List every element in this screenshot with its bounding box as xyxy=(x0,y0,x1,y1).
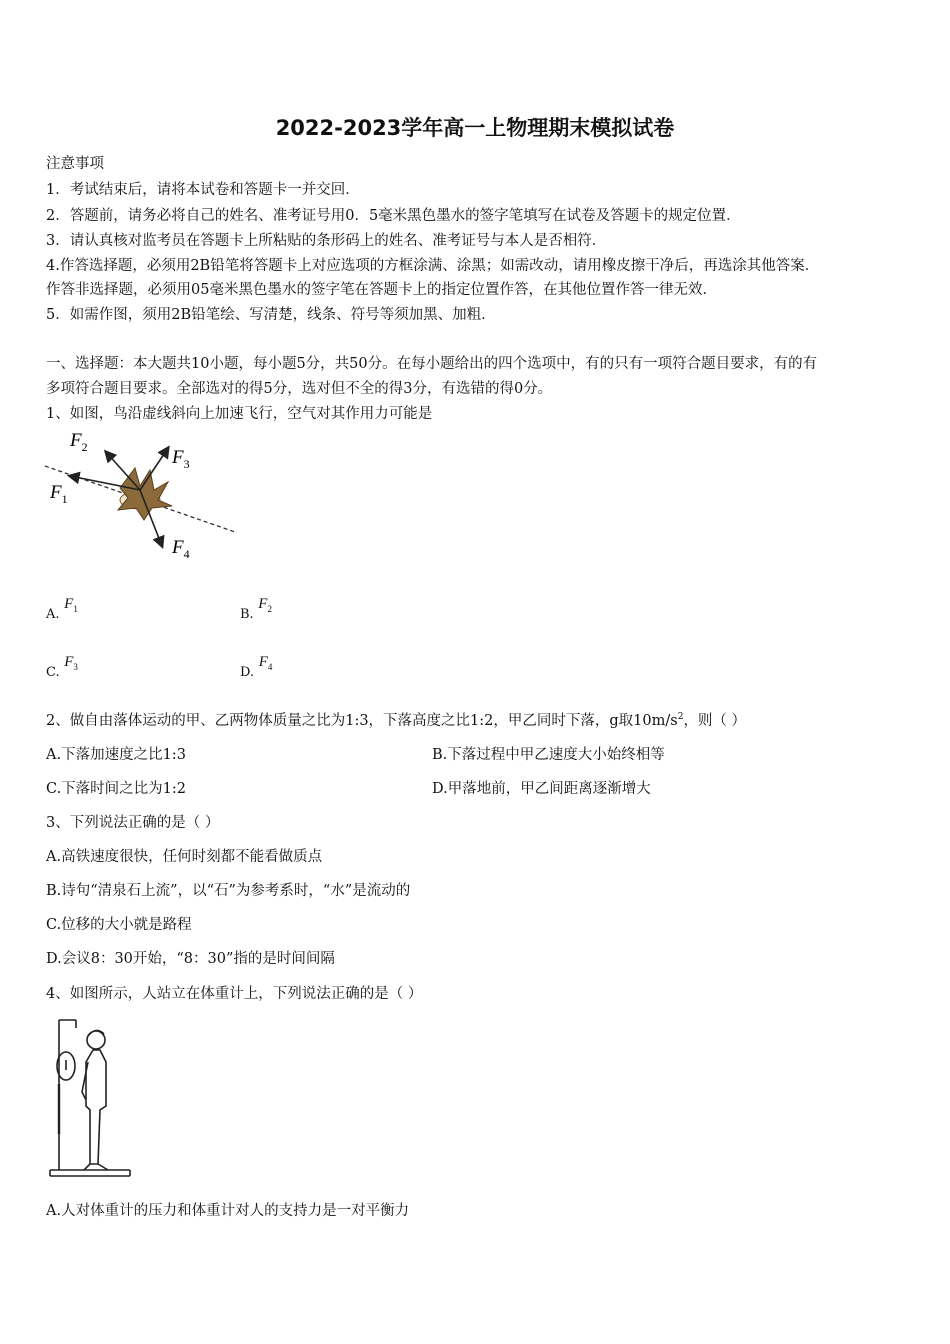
notice-item: 4.作答选择题，必须用2B铅笔将答题卡上对应选项的方框涂满、涂黑；如需改动，请用橡皮擦干净后，再选涂其他答案． xyxy=(46,258,820,274)
notice-item: 2．答题前，请务必将自己的姓名、准考证号用0．5毫米黑色墨水的签字笔填写在试卷及答题卡的规定位置． xyxy=(46,208,741,224)
q1-option-d-symbol: $F_4$ xyxy=(258,654,273,672)
force-arrow-f3 xyxy=(140,448,168,490)
question-4-stem: 4、如图所示，人站立在体重计上，下列说法正确的是（ ） xyxy=(46,986,423,1002)
bird-force-diagram xyxy=(40,428,245,568)
q1-option-c-symbol: $F_3$ xyxy=(64,654,78,672)
q2-option-b: B.下落过程中甲乙速度大小始终相等 xyxy=(432,747,665,763)
q3-option-b: B.诗句“清泉石上流”，以“石”为参考系时，“水”是流动的 xyxy=(46,883,411,899)
q1-option-c: C. $F_3$ xyxy=(46,654,78,680)
q1-option-d: D. $F_4$ xyxy=(240,654,273,680)
person-on-scale-figure xyxy=(44,1014,134,1186)
q1-option-b-symbol: $F_2$ xyxy=(258,596,272,614)
q2-option-c: C.下落时间之比为1:2 xyxy=(46,781,187,797)
question-3-stem: 3、下列说法正确的是（ ） xyxy=(46,815,220,831)
label-f4: $F_4$ xyxy=(172,537,190,561)
q1-option-a-symbol: $F_1$ xyxy=(64,596,78,614)
notice-item: 1．考试结束后，请将本试卷和答题卡一并交回． xyxy=(46,182,360,198)
notice-item: 作答非选择题，必须用05毫米黑色墨水的签字笔在答题卡上的指定位置作答，在其他位置作答一律无效． xyxy=(46,282,717,298)
question-1-stem: 1、如图，鸟沿虚线斜向上加速飞行，空气对其作用力可能是 xyxy=(46,406,433,422)
q3-option-a: A.高铁速度很快，任何时刻都不能看做质点 xyxy=(46,849,323,865)
label-f2: $F_2$ xyxy=(70,430,88,454)
q2-option-a: A.下落加速度之比1:3 xyxy=(46,747,186,763)
section-intro-line2: 多项符合题目要求。全部选对的得5分，选对但不全的得3分，有选错的得0分。 xyxy=(46,381,553,397)
section-intro-line1: 一、选择题：本大题共10小题，每小题5分，共50分。在每小题给出的四个选项中，有的只有一项符合题目要求，有的有 xyxy=(46,356,818,372)
q1-option-b: B. $F_2$ xyxy=(240,596,272,622)
q4-option-a: A.人对体重计的压力和体重计对人的支持力是一对平衡力 xyxy=(46,1203,410,1219)
label-f1: $F_1$ xyxy=(50,482,68,506)
notice-item: 3．请认真核对监考员在答题卡上所粘贴的条形码上的姓名、准考证号与本人是否相符． xyxy=(46,233,607,249)
q3-option-c: C.位移的大小就是路程 xyxy=(46,917,192,933)
notice-item: 5．如需作图，须用2B铅笔绘、写清楚，线条、符号等须加黑、加粗． xyxy=(46,307,496,323)
q1-option-a: A. $F_1$ xyxy=(46,596,78,622)
q2-option-d: D.甲落地前，甲乙间距离逐渐增大 xyxy=(432,781,651,797)
notice-heading: 注意事项 xyxy=(46,156,104,172)
bird-icon xyxy=(118,468,172,520)
question-2-stem: 2、做自由落体运动的甲、乙两物体质量之比为1:3，下落高度之比1:2，甲乙同时下落，g取$10m/s^2$，则（ ） xyxy=(46,712,747,729)
page-title: 2022-2023学年高一上物理期末模拟试卷 xyxy=(275,116,675,140)
person-body xyxy=(86,1050,106,1164)
q3-option-d: D.会议8：30开始，“8：30”指的是时间间隔 xyxy=(46,951,335,967)
label-f3: $F_3$ xyxy=(172,447,190,471)
